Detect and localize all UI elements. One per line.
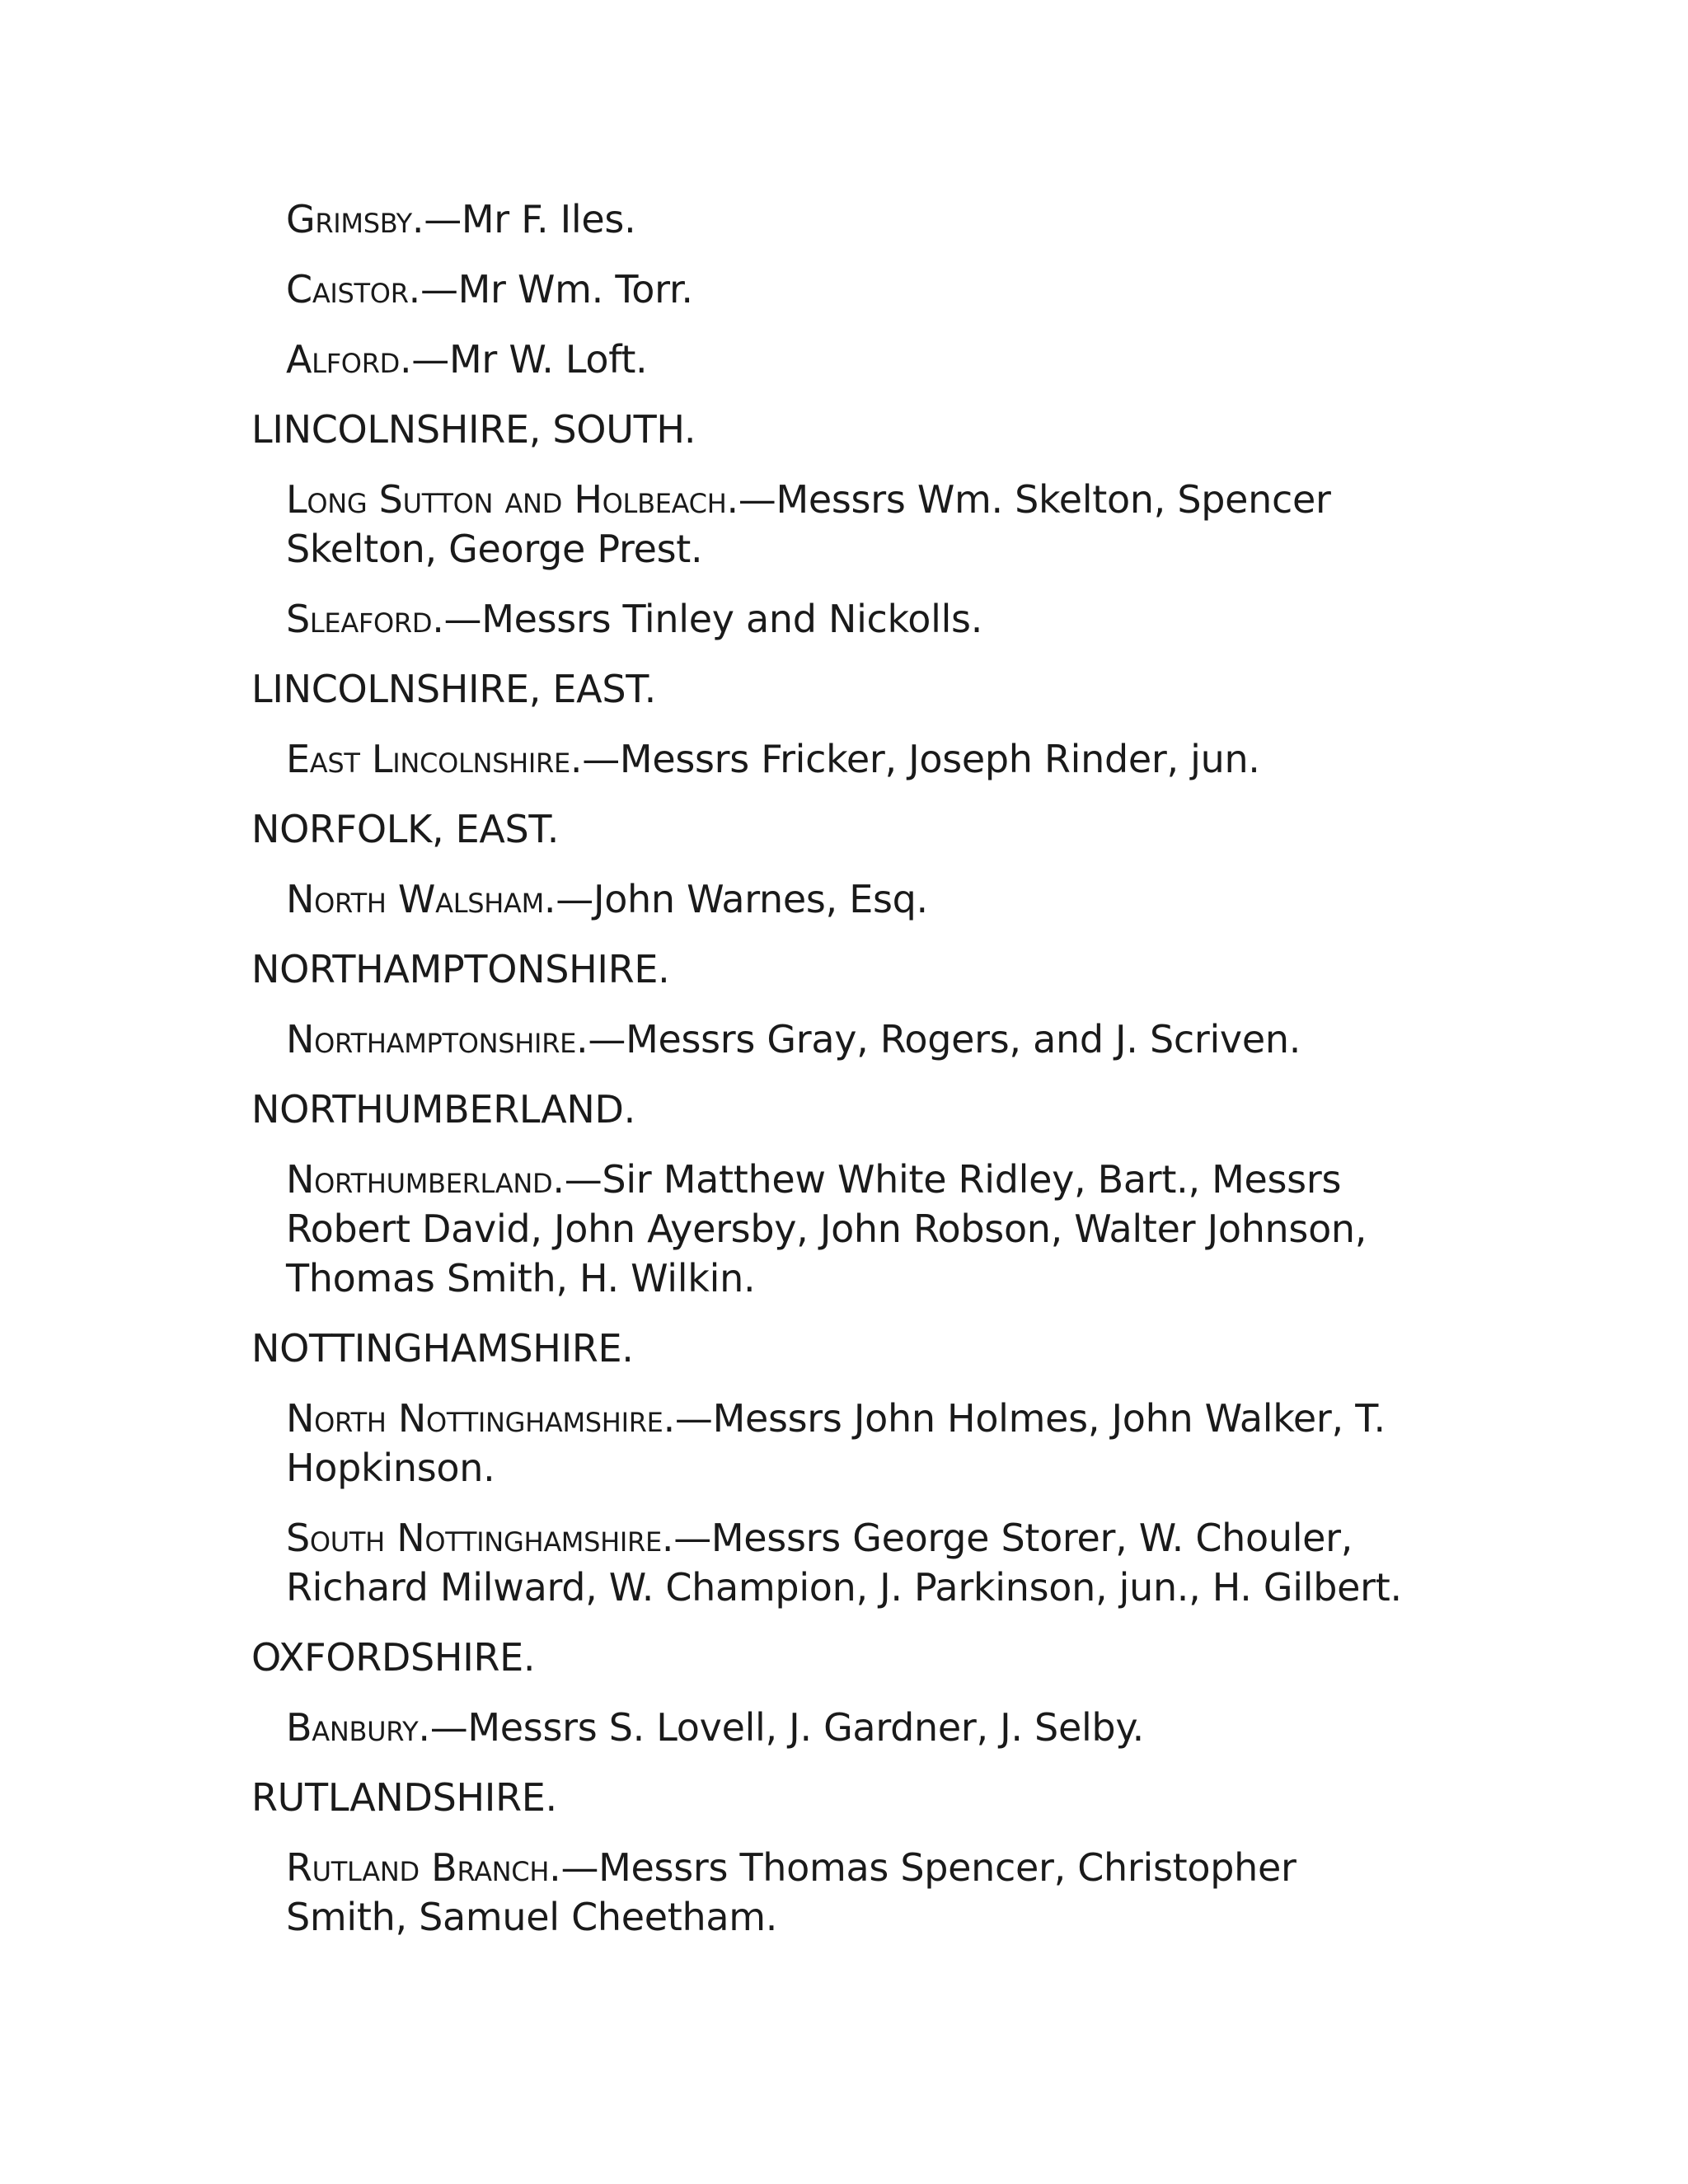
branch-name: Caistor.: [286, 267, 420, 312]
branch-name: South Nottinghamshire.: [286, 1516, 674, 1560]
branch-name: East Lincolnshire.: [286, 737, 583, 781]
branch-members: —Messrs Thomas Spencer, Christopher Smith, Samuel Cheetham.: [286, 1845, 1296, 1939]
branch-entry: [286, 734, 1422, 784]
branch-entry: [286, 475, 1422, 574]
branch-members: —Mr W. Loft.: [411, 337, 648, 382]
branch-entry: [286, 1155, 1422, 1303]
branch-name: Rutland Branch.: [286, 1845, 561, 1890]
branch-name: Sleaford.: [286, 597, 444, 641]
branch-entry: [286, 1394, 1422, 1493]
branch-member-list: [251, 194, 1422, 1962]
branch-members: —Messrs Fricker, Joseph Rinder, jun.: [582, 737, 1260, 781]
branch-members: —Messrs Wm. Skelton, Spencer Skelton, George Prest.: [286, 477, 1331, 571]
branch-entry: [286, 265, 1422, 314]
branch-entry: [286, 1015, 1422, 1064]
branch-entry: [286, 335, 1422, 384]
branch-members: —Messrs Gray, Rogers, and J. Scriven.: [588, 1017, 1301, 1062]
county-heading: RUTLANDSHIRE.: [251, 1775, 557, 1820]
county-heading: NORTHAMPTONSHIRE.: [251, 947, 670, 991]
branch-members: —Messrs George Storer, W. Chouler, Richard Milward, W. Champion, J. Parkinson, jun., H. Gilbert.: [286, 1516, 1402, 1610]
branch-name: Grimsby.: [286, 197, 424, 241]
branch-members: —John Warnes, Esq.: [556, 877, 928, 921]
branch-entry: [286, 194, 1422, 244]
branch-entry: [286, 874, 1422, 924]
branch-name: Banbury.: [286, 1705, 430, 1750]
branch-members: —Messrs Tinley and Nickolls.: [443, 597, 983, 641]
branch-entry: [286, 594, 1422, 644]
county-heading: NORFOLK, EAST.: [251, 807, 560, 851]
county-heading: LINCOLNSHIRE, EAST.: [251, 667, 656, 711]
branch-entry: [286, 1703, 1422, 1752]
branch-name: Northumberland.: [286, 1157, 565, 1202]
county-heading: LINCOLNSHIRE, SOUTH.: [251, 407, 696, 452]
branch-name: North Nottinghamshire.: [286, 1396, 675, 1441]
branch-members: —Mr F. Iles.: [424, 197, 636, 241]
county-heading: NORTHUMBERLAND.: [251, 1087, 635, 1132]
branch-members: —Messrs S. Lovell, J. Gardner, J. Selby.: [429, 1705, 1145, 1750]
branch-entry: [286, 1843, 1422, 1942]
branch-entry: [286, 1513, 1422, 1612]
county-heading: OXFORDSHIRE.: [251, 1635, 536, 1680]
branch-members: —Mr Wm. Torr.: [420, 267, 693, 312]
county-heading: NOTTINGHAMSHIRE.: [251, 1326, 634, 1371]
branch-name: Northamptonshire.: [286, 1017, 588, 1062]
branch-name: North Walsham.: [286, 877, 556, 921]
branch-name: Alford.: [286, 337, 412, 382]
branch-name: Long Sutton and Holbeach.: [286, 477, 738, 522]
branch-members: —Sir Matthew White Ridley, Bart., Messrs Robert David, John Ayersby, John Robson, Walter Johnson, Thomas Smith, H. Wilkin.: [286, 1157, 1367, 1301]
branch-members: —Messrs John Holmes, John Walker, T. Hopkinson.: [286, 1396, 1386, 1490]
